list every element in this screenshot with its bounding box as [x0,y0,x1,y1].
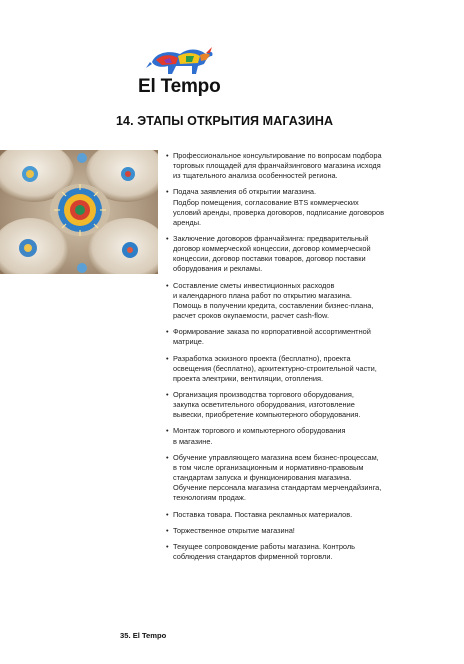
list-item: • Формирование заказа по корпоративной ассортиментной матрице. [166,327,371,347]
page-title: 14. ЭТАПЫ ОТКРЫТИЯ МАГАЗИНА [116,114,334,128]
steps-list [166,151,428,568]
list-item: • Подача заявления об открытии магазина. Подбор помещения, согласование BTS коммерческих условий аренды, проверка договоров, подписание договоров аренды. [166,187,385,227]
bullet-dot: • [166,353,169,363]
mosaic-ceiling-photo [0,150,158,274]
bullet-dot: • [166,280,169,290]
page-footer [120,631,166,640]
bullet-dot: • [166,234,169,244]
list-item: • Заключение договоров франчайзинга: предварительный договор коммерческой концессии, договор коммерческой концессии, договор поставки товаров, договор поставки оборудования и рекламы. [166,234,371,274]
list-item: • Текущее сопровождение работы магазина. Контроль соблюдения стандартов фирменной торговли. [166,542,356,562]
list-item: • Поставка товара. Поставка рекламных материалов. [166,509,353,519]
bullet-dot: • [166,187,169,197]
footer-brand: El Tempo [132,631,167,640]
bullet-dot: • [166,509,169,519]
bullet-dot: • [166,390,169,399]
bullet-dot: • [166,525,169,535]
bullet-dot: • [166,452,169,462]
page-number: 35. [120,631,131,640]
list-item: • Торжественное открытие магазина! [166,525,295,535]
list-item: • Составление сметы инвестиционных расходов и календарного плана работ по открытию магазина. Помощь в получении кредита, составлении бизнес-плана, расчет сроков окупаемости, расчет cash-flow. [166,280,374,320]
list-item: • Разработка эскизного проекта (бесплатно), проекта освещения (бесплатно), архитектурно-строительной части, проекта электрики, вентиляции, отопления. [166,353,377,383]
list-item: • Профессиональное консультирование по вопросам подбора торговых площадей для франчайзингового магазина исходя из тщательного анализа особенностей региона. [166,151,382,181]
list-item: • Обучение управляющего магазина всем бизнес-процессам, в том числе организационным и нормативно-правовым стандартам запуска и функционирования магазина. Обучение персонала магазина стандартам мерчендайзинга, технологиям продаж. [166,452,382,503]
bullet-dot: • [166,426,169,436]
bullet-dot: • [166,327,169,337]
list-item: • Организация производства торгового оборудования, закупка осветительного оборудования, изготовление вывески, приобретение компьютерного оборудования. [166,390,361,420]
list-item: • Монтаж торгового и компьютерного оборудования в магазине. [166,426,346,446]
mosaic-bull-icon [146,44,216,78]
photo-image [0,150,158,274]
brand-name: El Tempo [138,76,221,97]
bullet-dot: • [166,542,169,552]
bullet-dot: • [166,151,169,160]
